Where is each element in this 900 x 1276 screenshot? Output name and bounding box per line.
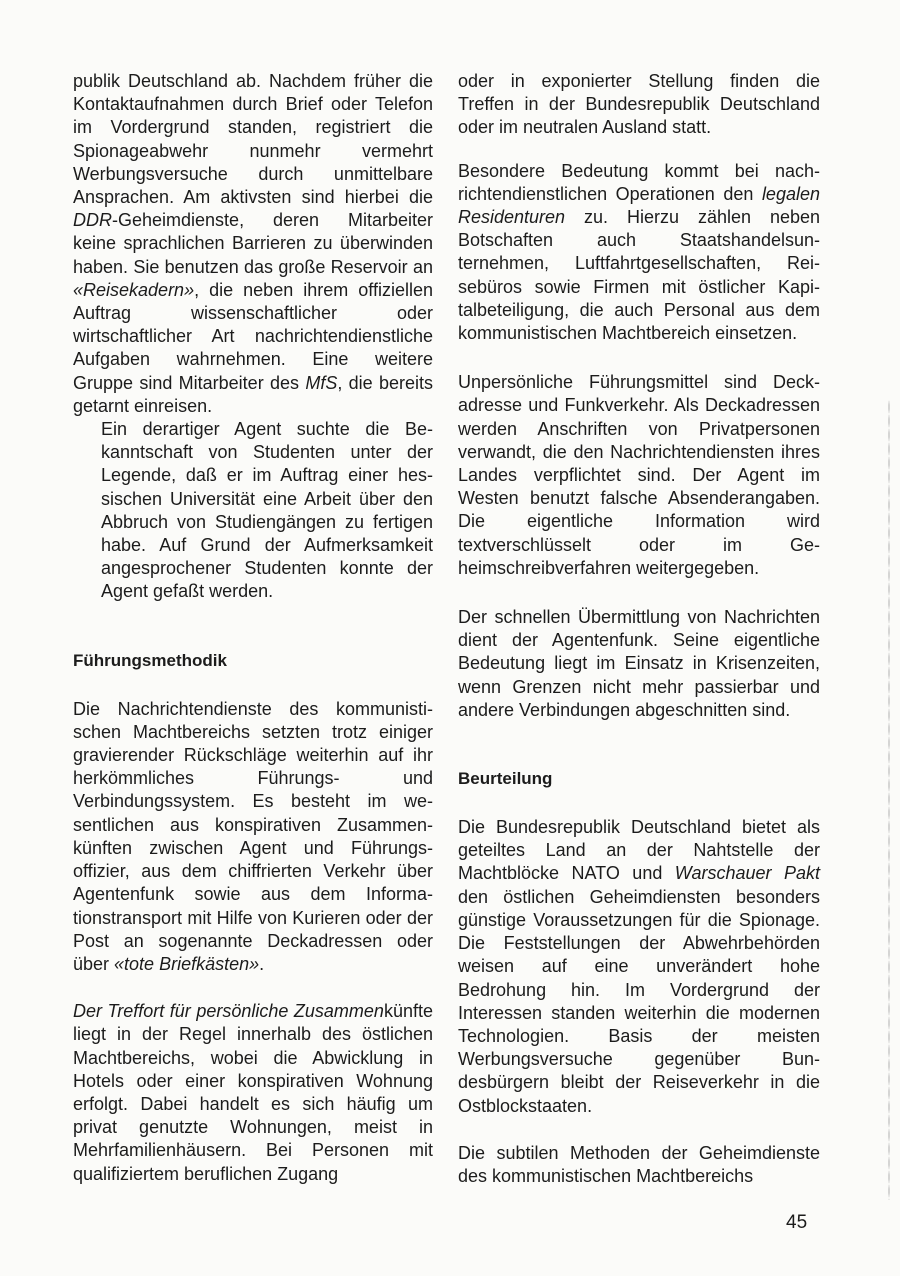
paragraph: Die Nachrichtendienste des kommunistischen Machtbereichs setzten trotz einiger gravierender Rückschläge weiterhin auf ihr herkömmliches Führungs- und Verbindungssystem. Es besteht im wesentlichen aus konspirativen Zusammenkünften zwischen Agent und Führungsoffizier, aus dem chiffrierten Verkehr über Agentenfunk sowie aus dem Informationstransport mit Hilfe von Kurieren oder der Post an sogenannte Deckadressen oder über «tote Briefkästen». (73, 698, 433, 974)
section-heading-fuehrungsmethodik: Führungsmethodik (73, 650, 227, 670)
section-heading-beurteilung: Beurteilung (458, 769, 553, 789)
paragraph: Besondere Bedeutung kommt bei nachrichtendienstlichen Operationen den legalen Residenturen zu. Hierzu zählen neben Botschaften auch Staatshandelsunternehmen, Luftfahrtgesellschaften, Reisebüros sowie Firmen mit östlicher Kapitalbeteiligung, die auch Personal aus dem kommunistischen Machtbereich einsetzen. (458, 160, 820, 344)
paragraph: Unpersönliche Führungsmittel sind Deckadresse und Funkverkehr. Als Deckadressen werden Anschriften von Privatpersonen verwandt, die den Nachrichtendiensten ihres Landes verpflichtet sind. Der Agent im Westen benutzt falsche Absenderangaben. Die eigentliche Information wird textverschlüsselt oder im Geheimschreibverfahren weitergegeben. (458, 372, 820, 578)
right-column (458, 70, 820, 1188)
paragraph: Die subtilen Methoden der Geheimdienste des kommunistischen Machtbereichs (458, 1142, 820, 1186)
paragraph: Der Treffort für persönliche Zusammenkünfte liegt in der Regel innerhalb des östlichen Machtbereichs, wobei die Abwicklung in Hotels oder einer konspirativen Wohnung erfolgt. Dabei handelt es sich häufig um privat genutzte Wohnungen, meist in Mehrfamilienhäusern. Bei Personen mit qualifiziertem beruflichen Zugang (73, 1001, 433, 1184)
paragraph: oder in exponierter Stellung finden die Treffen in der Bundesrepublik Deutschland oder im neutralen Ausland statt. (458, 71, 820, 138)
left-column (73, 70, 433, 1186)
paragraph: publik Deutschland ab. Nachdem früher die Kontaktaufnahmen durch Brief oder Telefon im Vordergrund standen, registriert die Spionageabwehr nunmehr vermehrt Werbungsversuche durch unmittelbare Ansprachen. Am aktivsten sind hierbei die DDR-Geheimdienste, deren Mitarbeiter keine sprachlichen Barrieren zu überwinden haben. Sie benutzen das große Reservoir an «Reisekadern», die neben ihrem offiziellen Auftrag wissenschaftlicher oder wirtschaftlicher Art nachrichtendienstliche Aufgaben wahrnehmen. Eine weitere Gruppe sind Mitarbeiter des MfS, die bereits getarnt einreisen. (73, 71, 433, 416)
paragraph: Die Bundesrepublik Deutschland bietet als geteiltes Land an der Nahtstelle der Machtblöcke NATO und Warschauer Pakt den östlichen Geheimdiensten besonders günstige Voraussetzungen für die Spionage. Die Feststellungen der Abwehrbehörden weisen auf eine unverändert hohe Bedrohung hin. Im Vordergrund der Interessen standen weiterhin die modernen Technologien. Basis der meisten Werbungsversuche gegenüber Bundesbürgern bleibt der Reiseverkehr in die Ostblockstaaten. (458, 817, 820, 1116)
paragraph: Der schnellen Übermittlung von Nachrichten dient der Agentenfunk. Seine eigentliche Bedeutung liegt im Einsatz in Krisenzeiten, wenn Grenzen nicht mehr passierbar und andere Verbindungen abgeschnitten sind. (458, 607, 820, 720)
page-edge-speckle (888, 400, 890, 1200)
page-number: 45 (786, 1212, 808, 1233)
example-paragraph: Ein derartiger Agent suchte die Bekanntschaft von Studenten unter der Legende, daß er im Auftrag einer hessischen Universität eine Arbeit über den Abbruch von Studiengängen zu fertigen habe. Auf Grund der Aufmerksamkeit angesprochener Studenten konnte der Agent gefaßt werden. (101, 419, 433, 602)
